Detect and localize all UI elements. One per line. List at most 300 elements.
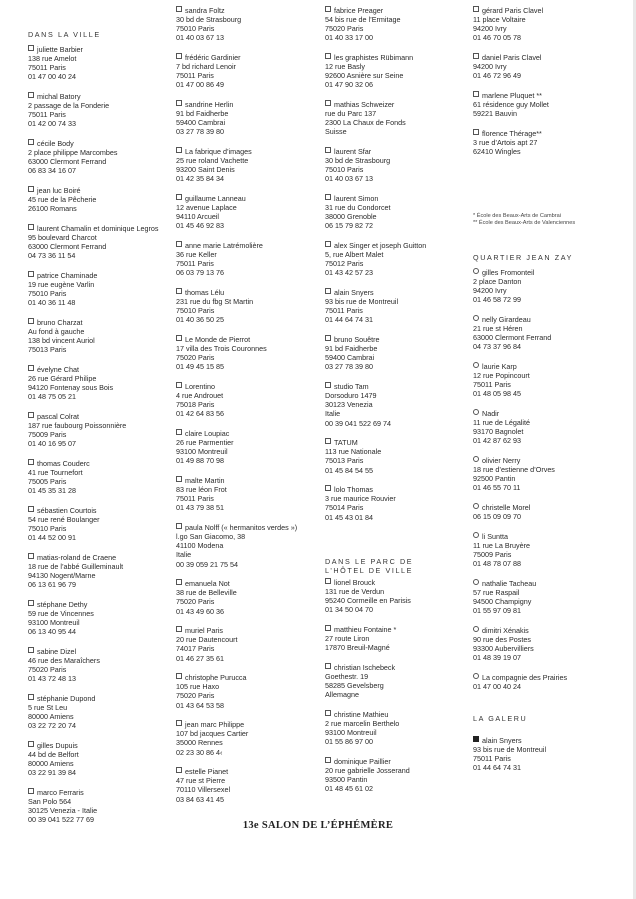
- entry-name: [473, 456, 555, 465]
- entry-line: 06 83 34 16 07: [28, 166, 76, 176]
- entry-line: 95 boulevard Charcot: [28, 233, 97, 242]
- entry-line: 94200 Ivry: [473, 286, 507, 296]
- bullet-icon: [473, 362, 479, 368]
- address-entry: [176, 720, 248, 757]
- entry-line: 01 49 45 15 85: [176, 362, 224, 372]
- entry-line: 11 place Voltaire: [473, 15, 526, 25]
- entry-line: 01 46 72 96 49: [473, 71, 521, 81]
- entry-line: 61 résidence guy Mollet: [473, 100, 549, 109]
- bullet-icon: [176, 673, 182, 679]
- bullet-icon: [325, 382, 331, 388]
- entry-line: 03 22 91 39 84: [28, 768, 76, 778]
- address-entry: [473, 6, 543, 43]
- entry-line: 75010 Paris: [28, 289, 67, 299]
- entry-name-text: gilles Dupuis: [37, 740, 78, 750]
- entry-line: 75011 Paris: [473, 754, 511, 764]
- entry-line: 94110 Arcueil: [176, 212, 220, 222]
- entry-line: 75011 Paris: [176, 259, 214, 269]
- entry-name: [473, 91, 549, 100]
- entry-line: 75005 Paris: [28, 477, 67, 487]
- entry-name: [325, 6, 401, 15]
- bullet-icon: [325, 757, 331, 763]
- entry-line: 75018 Paris: [176, 400, 215, 410]
- entry-name-text: christelle Morel: [482, 503, 531, 512]
- entry-line: 12 rue Basly: [325, 62, 365, 72]
- entry-name: [28, 600, 94, 609]
- entry-line: 30125 Venezia - Italie: [28, 806, 98, 816]
- entry-name-text: christine Mathieu: [334, 709, 389, 719]
- bullet-icon: [325, 53, 331, 59]
- entry-line: 01 45 84 54 55: [325, 465, 373, 475]
- address-entry: [473, 409, 530, 446]
- address-entry: [473, 456, 555, 493]
- address-entry: [28, 647, 100, 684]
- entry-name: [176, 100, 233, 109]
- bullet-icon: [176, 194, 182, 200]
- address-entry: [28, 694, 95, 731]
- bullet-icon: [28, 271, 34, 277]
- entry-name: [325, 288, 398, 297]
- entry-name-text: juliette Barbier: [37, 45, 83, 54]
- entry-line: 93100 Montreuil: [28, 618, 80, 628]
- entry-name-text: christophe Purucca: [185, 673, 247, 683]
- entry-line: 06 13 61 96 79: [28, 580, 76, 590]
- entry-line: l.go San Giacomo, 38: [176, 532, 246, 542]
- entry-line: 01 43 42 57 23: [325, 268, 373, 278]
- bullet-icon: [28, 92, 34, 98]
- entry-name-text: lolo Thomas: [334, 485, 374, 495]
- address-entry: [28, 553, 123, 590]
- entry-line: 57 rue Raspail: [473, 587, 520, 597]
- entry-name: [473, 579, 536, 588]
- entry-name-text: laurent Chamalin et dominique Legros: [37, 223, 159, 233]
- address-entry: [473, 532, 530, 569]
- entry-line: 41100 Modena: [176, 541, 224, 551]
- address-entry: [28, 741, 79, 778]
- entry-name: [473, 736, 546, 745]
- address-entry: [176, 53, 241, 90]
- entry-name-text: bruno Souêtre: [334, 335, 380, 344]
- bullet-icon: [28, 224, 34, 230]
- entry-line: 93 bis rue de Montreuil: [325, 297, 399, 307]
- entry-name: [473, 409, 530, 418]
- entry-line: 01 40 36 50 25: [176, 315, 224, 325]
- entry-line: 93100 Montreuil: [176, 447, 228, 457]
- entry-line: 91 bd Faidherbe: [325, 344, 378, 354]
- bullet-icon: [28, 600, 34, 606]
- entry-name: [28, 139, 118, 148]
- bullet-icon: [473, 91, 479, 97]
- address-entry: [176, 476, 227, 513]
- entry-name: [325, 578, 411, 587]
- bullet-icon: [28, 459, 34, 465]
- entry-line: 01 45 43 01 84: [325, 512, 373, 522]
- address-entry: [28, 459, 90, 496]
- entry-name: [28, 271, 97, 280]
- bullet-icon: [325, 663, 331, 669]
- entry-name: [28, 459, 90, 468]
- bullet-icon: [325, 578, 331, 584]
- entry-name-text: alain Snyers: [334, 288, 374, 297]
- entry-line: 75009 Paris: [28, 430, 67, 440]
- bullet-icon: [176, 767, 182, 773]
- entry-name: [28, 224, 158, 233]
- entry-line: 01 47 90 32 06: [325, 80, 373, 90]
- entry-name-text: jean marc Philippe: [185, 720, 245, 730]
- address-entry: [28, 271, 97, 308]
- bullet-icon: [176, 626, 182, 632]
- bullet-icon: [473, 626, 479, 632]
- address-entry: [28, 412, 126, 449]
- entry-line: 01 46 70 05 78: [473, 33, 521, 43]
- entry-name-text: sandra Foltz: [185, 6, 225, 15]
- entry-line: 94130 Nogent/Marne: [28, 571, 96, 581]
- entry-line: 54 bis rue de l’Ermitage: [325, 15, 401, 25]
- entry-line: 02 23 30 86 4‹: [176, 747, 223, 757]
- bullet-icon: [473, 315, 479, 321]
- entry-name-text: dimitri Xénakis: [482, 625, 529, 635]
- entry-name: [28, 92, 109, 101]
- entry-line: 06 13 40 95 44: [28, 627, 76, 637]
- entry-name-text: alex Singer et joseph Guitton: [334, 241, 427, 250]
- bullet-icon: [325, 625, 331, 631]
- entry-name-text: Le Monde de Pierrot: [185, 335, 251, 344]
- entry-line: 131 rue de Verdun: [325, 587, 385, 597]
- entry-line: 06 15 09 09 70: [473, 512, 521, 522]
- entry-line: 26100 Romans: [28, 204, 77, 214]
- entry-name-text: michal Batory: [37, 92, 81, 101]
- entry-line: 01 42 87 62 93: [473, 436, 521, 446]
- bullet-icon: [473, 409, 479, 415]
- entry-line: 19 rue eugène Varlin: [28, 280, 95, 289]
- address-entry: [176, 767, 230, 804]
- bullet-icon: [176, 288, 182, 294]
- entry-name: [176, 429, 234, 438]
- entry-name: [473, 673, 567, 682]
- entry-name-text: olivier Nerry: [482, 456, 521, 465]
- entry-line: San Polo 564: [28, 797, 72, 806]
- entry-name: [473, 129, 542, 138]
- entry-line: 75011 Paris: [176, 494, 214, 504]
- entry-name-text: guillaume Lanneau: [185, 194, 246, 203]
- bullet-icon: [28, 694, 34, 700]
- entry-line: 93300 Aubervilliers: [473, 644, 534, 653]
- entry-line: 01 55 86 97 00: [325, 737, 373, 747]
- address-entry: [325, 6, 401, 43]
- entry-line: 01 40 33 17 00: [325, 33, 373, 43]
- address-entry: [325, 438, 381, 475]
- entry-name: [28, 506, 100, 515]
- entry-line: 20 rue gabrielle Josserand: [325, 766, 410, 775]
- entry-line: 11 rue de Légalité: [473, 418, 531, 428]
- entry-line: 74017 Paris: [176, 644, 215, 654]
- entry-name-text: bruno Charzat: [37, 317, 83, 327]
- address-entry: [473, 579, 536, 616]
- entry-line: 18 rue de l’abbé Guilleminault: [28, 562, 124, 571]
- entry-line: 01 42 64 83 56: [176, 409, 224, 419]
- entry-line: 38000 Grenoble: [325, 212, 377, 222]
- entry-name-text: daniel Paris Clavel: [482, 53, 542, 62]
- entry-name: [176, 579, 237, 588]
- bullet-icon: [28, 506, 34, 512]
- address-entry: [325, 757, 410, 794]
- entry-name: [325, 625, 396, 634]
- address-entry: [473, 91, 549, 118]
- bullet-icon: [473, 503, 479, 509]
- entry-line: 80000 Amiens: [28, 759, 74, 769]
- entry-name: [28, 318, 95, 327]
- entry-name: [473, 53, 542, 62]
- entry-name: [28, 788, 97, 797]
- entry-line: 01 48 05 98 45: [473, 389, 521, 399]
- entry-line: 01 47 00 40 24: [473, 681, 521, 691]
- entry-line: 01 42 00 74 33: [28, 119, 76, 129]
- entry-name: [176, 476, 227, 485]
- entry-name-text: sébastien Courtois: [37, 505, 97, 515]
- entry-line: 90 rue des Postes: [473, 634, 531, 644]
- entry-line: 59400 Cambrai: [176, 118, 226, 128]
- entry-name-text: estelle Pianet: [185, 767, 229, 777]
- address-entry: [28, 186, 96, 213]
- address-entry: [28, 224, 158, 261]
- entry-line: 30123 Venezia: [325, 400, 373, 410]
- address-entry: [28, 788, 97, 825]
- entry-line: 4 rue Androuet: [176, 391, 224, 401]
- entry-name: [28, 741, 79, 750]
- address-entry: [176, 523, 297, 569]
- entry-line: 12 rue Popincourt: [473, 371, 530, 381]
- bullet-icon: [28, 647, 34, 653]
- entry-line: 75013 Paris: [28, 345, 67, 355]
- entry-line: 75011 Paris: [28, 63, 66, 73]
- bullet-icon: [473, 579, 479, 585]
- entry-line: 75010 Paris: [325, 165, 364, 175]
- entry-name-text: gilles Fromonteil: [482, 268, 535, 277]
- entry-name-text: dominique Paillier: [334, 756, 391, 766]
- entry-line: Dorsoduro 1479: [325, 391, 377, 401]
- entry-name-text: frédéric Gardinier: [185, 53, 241, 62]
- entry-line: 75020 Paris: [176, 691, 215, 701]
- entry-line: 03 27 78 39 80: [176, 127, 224, 137]
- entry-name-text: cécile Body: [37, 139, 74, 148]
- entry-line: 41 rue Tournefort: [28, 468, 83, 477]
- bullet-icon: [473, 53, 479, 59]
- entry-line: 5, rue Albert Malet: [325, 250, 384, 260]
- entry-line: 01 43 49 60 36: [176, 606, 224, 616]
- entry-line: 75010 Paris: [28, 524, 67, 534]
- footnote-valenciennes: ** École des Beaux-Arts de Valenciennes: [473, 220, 576, 226]
- entry-name: [325, 194, 391, 203]
- section-heading-quartier-jean-zay: QUARTIER JEAN ZAY: [473, 253, 574, 262]
- entry-line: 93500 Pantin: [325, 775, 368, 785]
- entry-name-text: thomas Couderc: [37, 458, 90, 468]
- entry-line: 3 rue maurice Rouvier: [325, 494, 396, 504]
- entry-line: 63000 Clermont Ferrand: [473, 333, 552, 343]
- address-entry: [325, 147, 390, 184]
- entry-line: 75011 Paris: [28, 110, 66, 120]
- entry-name-text: malte Martin: [185, 476, 225, 485]
- entry-name: [473, 626, 534, 635]
- section-heading-dans-le-parc: DANS LE PARC DE L’HÔTEL DE VILLE: [325, 557, 414, 576]
- entry-line: 83 rue léon Frot: [176, 485, 227, 495]
- entry-line: rue du Parc 137: [325, 109, 377, 119]
- entry-name: [176, 523, 297, 532]
- entry-line: Italie: [176, 550, 192, 560]
- entry-name: [473, 268, 534, 277]
- address-entry: [28, 45, 83, 82]
- address-entry: [473, 315, 551, 352]
- address-entry: [176, 429, 234, 466]
- entry-line: 45 rue de la Pêcherie: [28, 195, 97, 205]
- entry-name: [325, 757, 410, 766]
- address-entry: [28, 365, 113, 402]
- entry-line: 75011 Paris: [176, 71, 214, 81]
- entry-line: 01 43 79 38 51: [176, 503, 224, 513]
- entry-line: 01 49 88 70 98: [176, 456, 224, 466]
- entry-line: 25 rue roland Vachette: [176, 156, 249, 166]
- entry-line: 58285 Gevelsberg: [325, 681, 384, 691]
- entry-line: 03 84 63 41 45: [176, 794, 224, 804]
- address-entry: [28, 318, 95, 355]
- entry-line: 12 avenue Laplace: [176, 203, 237, 213]
- entry-name: [325, 53, 413, 62]
- entry-name: [325, 382, 391, 391]
- entry-name: [176, 335, 267, 344]
- bullet-icon: [28, 186, 34, 192]
- address-entry: [325, 53, 413, 90]
- entry-name: [176, 241, 263, 250]
- entry-line: 01 43 72 48 13: [28, 674, 76, 684]
- entry-name: [325, 147, 390, 156]
- entry-line: 95240 Cormeille en Parisis: [325, 596, 411, 606]
- address-entry: [176, 194, 246, 231]
- entry-name: [176, 194, 246, 203]
- bullet-icon: [28, 412, 34, 418]
- address-entry: [473, 362, 530, 399]
- entry-line: 5 rue St Leu: [28, 703, 68, 712]
- entry-line: 01 34 50 04 70: [325, 605, 373, 615]
- entry-line: 38 rue de Belleville: [176, 588, 237, 598]
- entry-name: [28, 647, 100, 656]
- entry-line: 00 39 041 522 77 69: [28, 815, 94, 825]
- entry-name: [325, 100, 406, 109]
- entry-name-text: les graphistes Rübimann: [334, 53, 414, 62]
- entry-line: 26 rue Gérard Philipe: [28, 374, 97, 383]
- bullet-icon: [176, 476, 182, 482]
- entry-name-text: studio Tam: [334, 382, 369, 391]
- bullet-icon: [176, 335, 182, 341]
- entry-line: 63000 Clermont Ferrand: [28, 242, 107, 252]
- bullet-icon: [176, 523, 182, 529]
- bullet-icon: [325, 335, 331, 341]
- entry-name: [176, 720, 248, 729]
- bullet-icon: [176, 100, 182, 106]
- address-entry: [28, 600, 94, 637]
- entry-name-text: patrice Chaminade: [37, 270, 98, 280]
- entry-name-text: La fabrique d’images: [185, 147, 252, 156]
- entry-line: 2300 La Chaux de Fonds: [325, 118, 406, 128]
- entry-line: 01 47 00 40 24: [28, 72, 76, 82]
- bullet-icon: [325, 100, 331, 106]
- entry-line: 7 bd richard Lenoir: [176, 62, 236, 72]
- section-heading-dans-la-ville: DANS LA VILLE: [28, 30, 101, 39]
- entry-line: 01 46 27 35 61: [176, 653, 224, 663]
- address-entry: [325, 241, 426, 278]
- entry-name-text: marco Ferraris: [37, 787, 84, 797]
- address-entry: [325, 288, 398, 325]
- address-entry: [473, 268, 534, 305]
- entry-name-text: florence Thérage**: [482, 128, 542, 138]
- entry-line: 01 44 64 74 31: [325, 315, 373, 325]
- salon-title-footer: 13e SALON DE L’ÉPHÉMÈRE: [242, 820, 394, 831]
- entry-name-text: laurent Simon: [334, 194, 379, 203]
- address-entry: [176, 100, 233, 137]
- entry-name: [473, 532, 530, 541]
- entry-name: [325, 485, 396, 494]
- entry-name-text: lionel Brouck: [334, 578, 376, 587]
- entry-line: 92600 Asnière sur Seine: [325, 71, 404, 81]
- entry-line: 75013 Paris: [325, 456, 364, 466]
- entry-line: 2 place Danton: [473, 277, 522, 287]
- entry-line: Suisse: [325, 127, 347, 137]
- entry-line: 93200 Saint Denis: [176, 165, 235, 175]
- bullet-icon: [28, 553, 34, 559]
- entry-line: 75011 Paris: [473, 380, 511, 390]
- address-entry: [325, 578, 411, 615]
- entry-name-text: matias-roland de Craene: [37, 552, 117, 562]
- address-entry: [176, 288, 253, 325]
- bullet-icon: [325, 194, 331, 200]
- entry-name-text: TATUM: [334, 438, 358, 448]
- entry-line: 01 46 55 70 11: [473, 483, 521, 493]
- entry-line: 47 rue st Pierre: [176, 776, 226, 786]
- entry-line: 75010 Paris: [176, 24, 215, 34]
- entry-line: 94200 Ivry: [473, 62, 507, 72]
- bullet-icon: [176, 579, 182, 585]
- address-entry: [473, 503, 530, 521]
- entry-name: [473, 362, 530, 371]
- bullet-icon: [325, 288, 331, 294]
- bullet-icon: [325, 710, 331, 716]
- bullet-icon: [325, 485, 331, 491]
- entry-line: 113 rue Nationale: [325, 447, 382, 457]
- entry-line: 94120 Fontenay sous Bois: [28, 383, 114, 393]
- entry-name-text: jean luc Boiré: [37, 186, 81, 195]
- bullet-icon: [176, 241, 182, 247]
- bullet-icon: [473, 456, 479, 462]
- address-entry: [473, 53, 542, 80]
- entry-line: 00 39 059 21 75 54: [176, 559, 238, 569]
- entry-line: 21 rue st Héren: [473, 324, 523, 334]
- entry-line: 01 55 97 09 81: [473, 606, 521, 616]
- entry-line: 26 rue Parmentier: [176, 438, 234, 448]
- entry-line: 2 passage de la Fonderie: [28, 101, 110, 111]
- entry-line: 80000 Amiens: [28, 712, 74, 722]
- entry-name-text: marlene Pluquet **: [482, 90, 542, 100]
- entry-name: [473, 315, 551, 324]
- entry-line: 92500 Pantin: [473, 474, 516, 484]
- entry-name: [176, 767, 230, 776]
- entry-line: 01 48 39 19 07: [473, 653, 521, 663]
- entry-name: [176, 626, 238, 635]
- address-entry: [176, 241, 263, 278]
- entry-line: 01 45 35 31 28: [28, 486, 76, 496]
- entry-name: [28, 694, 95, 703]
- entry-name-text: li Suntta: [482, 531, 508, 541]
- entry-name: [28, 45, 83, 54]
- bullet-icon: [28, 741, 34, 747]
- entry-line: 107 bd jacques Cartier: [176, 729, 249, 739]
